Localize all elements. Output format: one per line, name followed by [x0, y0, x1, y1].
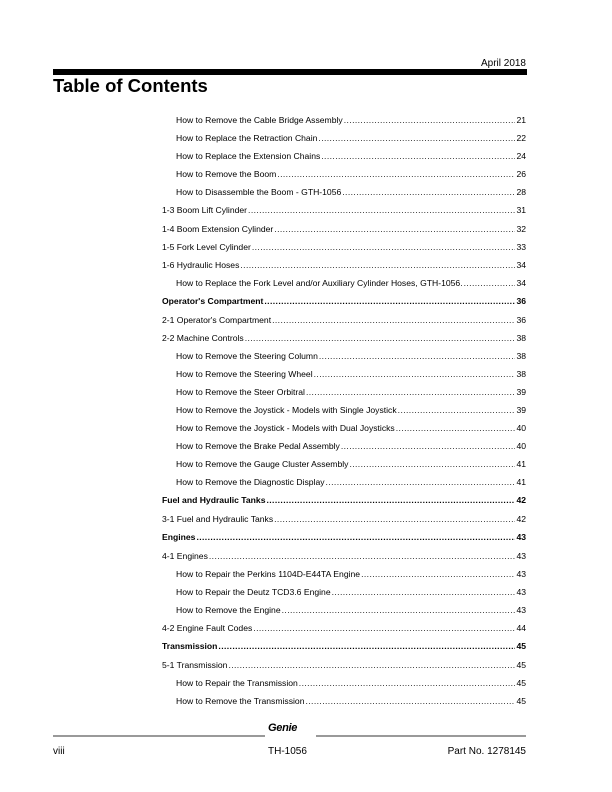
toc-entry-label: 3-1 Fuel and Hydraulic Tanks	[162, 514, 274, 525]
toc-entry-label: How to Replace the Fork Level and/or Auxiliary Cylinder Hoses, GTH-1056.	[176, 277, 463, 288]
toc-entry[interactable]	[162, 423, 526, 441]
footer-part-number: Part No. 1278145	[447, 746, 526, 757]
toc-entry-page: 32	[516, 223, 526, 234]
toc-entry-label: 2-2 Machine Controls	[162, 332, 244, 343]
toc-entry-page: 42	[516, 514, 526, 525]
toc-entry-label: How to Remove the Engine	[176, 605, 281, 616]
toc-entry-label: Operator's Compartment	[162, 295, 264, 306]
toc-entry-page: 40	[516, 423, 526, 434]
toc-entry[interactable]	[162, 587, 526, 605]
toc-leader-dots	[248, 205, 515, 215]
toc-entry-page: 36	[516, 314, 526, 325]
footer-page-number: viii	[53, 746, 65, 757]
toc-entry[interactable]	[162, 205, 526, 223]
toc-entry-label: How to Remove the Steering Column	[176, 350, 318, 361]
toc-leader-dots	[314, 369, 516, 379]
toc-entry-page: 21	[516, 115, 526, 125]
toc-leader-dots	[299, 678, 516, 688]
toc-leader-dots	[252, 242, 516, 252]
header-date: April 2018	[480, 58, 526, 69]
toc-leader-dots	[464, 278, 516, 288]
toc-leader-dots	[209, 551, 516, 561]
toc-entry-page: 44	[516, 623, 526, 634]
toc-entry[interactable]	[162, 477, 526, 495]
toc-entry-label: 1-6 Hydraulic Hoses	[162, 259, 240, 270]
toc-entry-label: How to Repair the Transmission	[176, 677, 298, 688]
footer-model: TH-1056	[268, 746, 307, 757]
toc-leader-dots	[396, 423, 516, 433]
toc-entry[interactable]	[162, 151, 526, 169]
toc-leader-dots	[274, 514, 515, 524]
toc-entry-page: 26	[516, 169, 526, 180]
toc-entry[interactable]	[162, 187, 526, 205]
toc-entry-label: How to Replace the Retraction Chain	[176, 133, 318, 144]
toc-leader-dots	[341, 441, 516, 451]
toc-entry-page: 39	[516, 405, 526, 415]
toc-entry[interactable]	[162, 333, 526, 351]
toc-leader-dots	[196, 532, 515, 542]
toc-leader-dots	[240, 260, 515, 270]
toc-entry[interactable]	[162, 351, 526, 369]
toc-entry-page: 34	[516, 277, 526, 288]
toc-entry-page: 43	[516, 568, 526, 579]
toc-entry-page: 24	[516, 151, 526, 162]
toc-entry-label: How to Replace the Extension Chains	[176, 151, 321, 162]
toc-leader-dots	[318, 133, 515, 143]
toc-entry[interactable]	[162, 551, 526, 569]
toc-entry[interactable]	[162, 641, 526, 660]
toc-entry[interactable]	[162, 133, 526, 151]
toc-entry[interactable]	[162, 296, 526, 315]
toc-entry-page: 22	[516, 133, 526, 144]
page-title: Table of Contents	[53, 75, 208, 96]
toc-entry-page: 36	[516, 295, 526, 306]
genie-logo: Genie	[268, 722, 298, 734]
toc-entry-label: Fuel and Hydraulic Tanks	[162, 495, 266, 506]
toc-entry-label: How to Remove the Boom	[176, 169, 277, 180]
toc-entry-page: 40	[516, 441, 526, 452]
toc-entry-label: How to Remove the Transmission	[176, 696, 305, 706]
toc-entry-page: 31	[516, 205, 526, 216]
toc-entry-page: 42	[516, 495, 526, 506]
toc-entry[interactable]	[162, 569, 526, 587]
toc-entry-label: 4-2 Engine Fault Codes	[162, 623, 253, 634]
toc-entry[interactable]	[162, 278, 526, 296]
toc-entry-page: 39	[516, 386, 526, 397]
toc-entry-page: 45	[516, 659, 526, 670]
toc-entry[interactable]	[162, 387, 526, 405]
toc-leader-dots	[266, 495, 515, 505]
toc-leader-dots	[332, 587, 516, 597]
toc-entry-page: 45	[516, 677, 526, 688]
toc-leader-dots	[344, 115, 516, 125]
toc-entry[interactable]	[162, 660, 526, 678]
toc-entry-page: 45	[516, 696, 526, 706]
toc-leader-dots	[218, 641, 515, 651]
toc-entry[interactable]	[162, 678, 526, 696]
toc-entry-page: 38	[516, 350, 526, 361]
toc-leader-dots	[305, 696, 515, 706]
toc-entry-page: 43	[516, 550, 526, 561]
toc-entry-label: How to Remove the Diagnostic Display	[176, 477, 325, 488]
toc-entry[interactable]	[162, 495, 526, 514]
toc-leader-dots	[319, 351, 516, 361]
toc-entry-page: 33	[516, 241, 526, 252]
toc-entry[interactable]	[162, 242, 526, 260]
toc-entry[interactable]	[162, 459, 526, 477]
toc-leader-dots	[361, 569, 515, 579]
toc-entry[interactable]	[162, 405, 526, 423]
table-of-contents	[162, 115, 526, 714]
toc-entry[interactable]	[162, 696, 526, 714]
toc-entry-label: How to Remove the Cable Bridge Assembly	[176, 115, 343, 125]
toc-leader-dots	[253, 623, 515, 633]
toc-leader-dots	[326, 477, 516, 487]
toc-entry[interactable]	[162, 315, 526, 333]
toc-leader-dots	[277, 169, 515, 179]
footer-rule-right	[316, 735, 526, 737]
toc-leader-dots	[342, 187, 515, 197]
toc-entry[interactable]	[162, 115, 526, 133]
toc-entry-label: 1-4 Boom Extension Cylinder	[162, 223, 274, 234]
toc-leader-dots	[282, 605, 516, 615]
toc-entry-label: 5-1 Transmission	[162, 659, 228, 670]
toc-entry-label: How to Remove the Brake Pedal Assembly	[176, 441, 340, 452]
toc-leader-dots	[398, 405, 516, 415]
toc-leader-dots	[274, 224, 515, 234]
toc-entry-page: 28	[516, 187, 526, 198]
toc-entry-label: How to Remove the Steering Wheel	[176, 368, 313, 379]
toc-entry-label: How to Disassemble the Boom - GTH-1056	[176, 187, 342, 198]
toc-entry-label: How to Remove the Gauge Cluster Assembly	[176, 459, 349, 470]
toc-entry[interactable]	[162, 441, 526, 459]
toc-entry-label: How to Remove the Joystick - Models with Single Joystick	[176, 405, 397, 415]
toc-leader-dots	[264, 296, 515, 306]
toc-entry-label: 4-1 Engines	[162, 550, 208, 561]
toc-leader-dots	[272, 315, 515, 325]
toc-entry-page: 38	[516, 368, 526, 379]
toc-leader-dots	[306, 387, 515, 397]
toc-entry-label: Transmission	[162, 641, 218, 652]
toc-leader-dots	[245, 333, 516, 343]
toc-entry-page: 41	[516, 477, 526, 488]
toc-entry-label: How to Repair the Perkins 1104D-E44TA Engine	[176, 568, 361, 579]
toc-entry[interactable]	[162, 623, 526, 641]
toc-leader-dots	[321, 151, 515, 161]
toc-entry-page: 45	[516, 641, 526, 652]
toc-leader-dots	[349, 459, 515, 469]
toc-entry-label: Engines	[162, 532, 196, 543]
toc-entry-page: 38	[516, 332, 526, 343]
toc-entry[interactable]	[162, 260, 526, 278]
toc-leader-dots	[228, 660, 515, 670]
toc-entry-page: 41	[516, 459, 526, 470]
toc-entry-label: 2-1 Operator's Compartment	[162, 314, 272, 325]
toc-entry-label: How to Remove the Joystick - Models with Dual Joysticks	[176, 423, 395, 434]
toc-entry[interactable]	[162, 169, 526, 187]
toc-entry-page: 43	[516, 532, 526, 543]
toc-entry-page: 34	[516, 259, 526, 270]
toc-entry[interactable]	[162, 532, 526, 551]
toc-entry-label: How to Repair the Deutz TCD3.6 Engine	[176, 586, 331, 597]
toc-entry[interactable]	[162, 605, 526, 623]
toc-entry-label: 1-5 Fork Level Cylinder	[162, 241, 251, 252]
toc-entry-page: 43	[516, 605, 526, 616]
toc-entry-label: How to Remove the Steer Orbitral	[176, 386, 305, 397]
toc-entry-label: 1-3 Boom Lift Cylinder	[162, 205, 248, 216]
toc-entry[interactable]	[162, 224, 526, 242]
toc-entry[interactable]	[162, 369, 526, 387]
toc-entry[interactable]	[162, 514, 526, 532]
footer-rule-left	[53, 735, 265, 737]
toc-entry-page: 43	[516, 586, 526, 597]
